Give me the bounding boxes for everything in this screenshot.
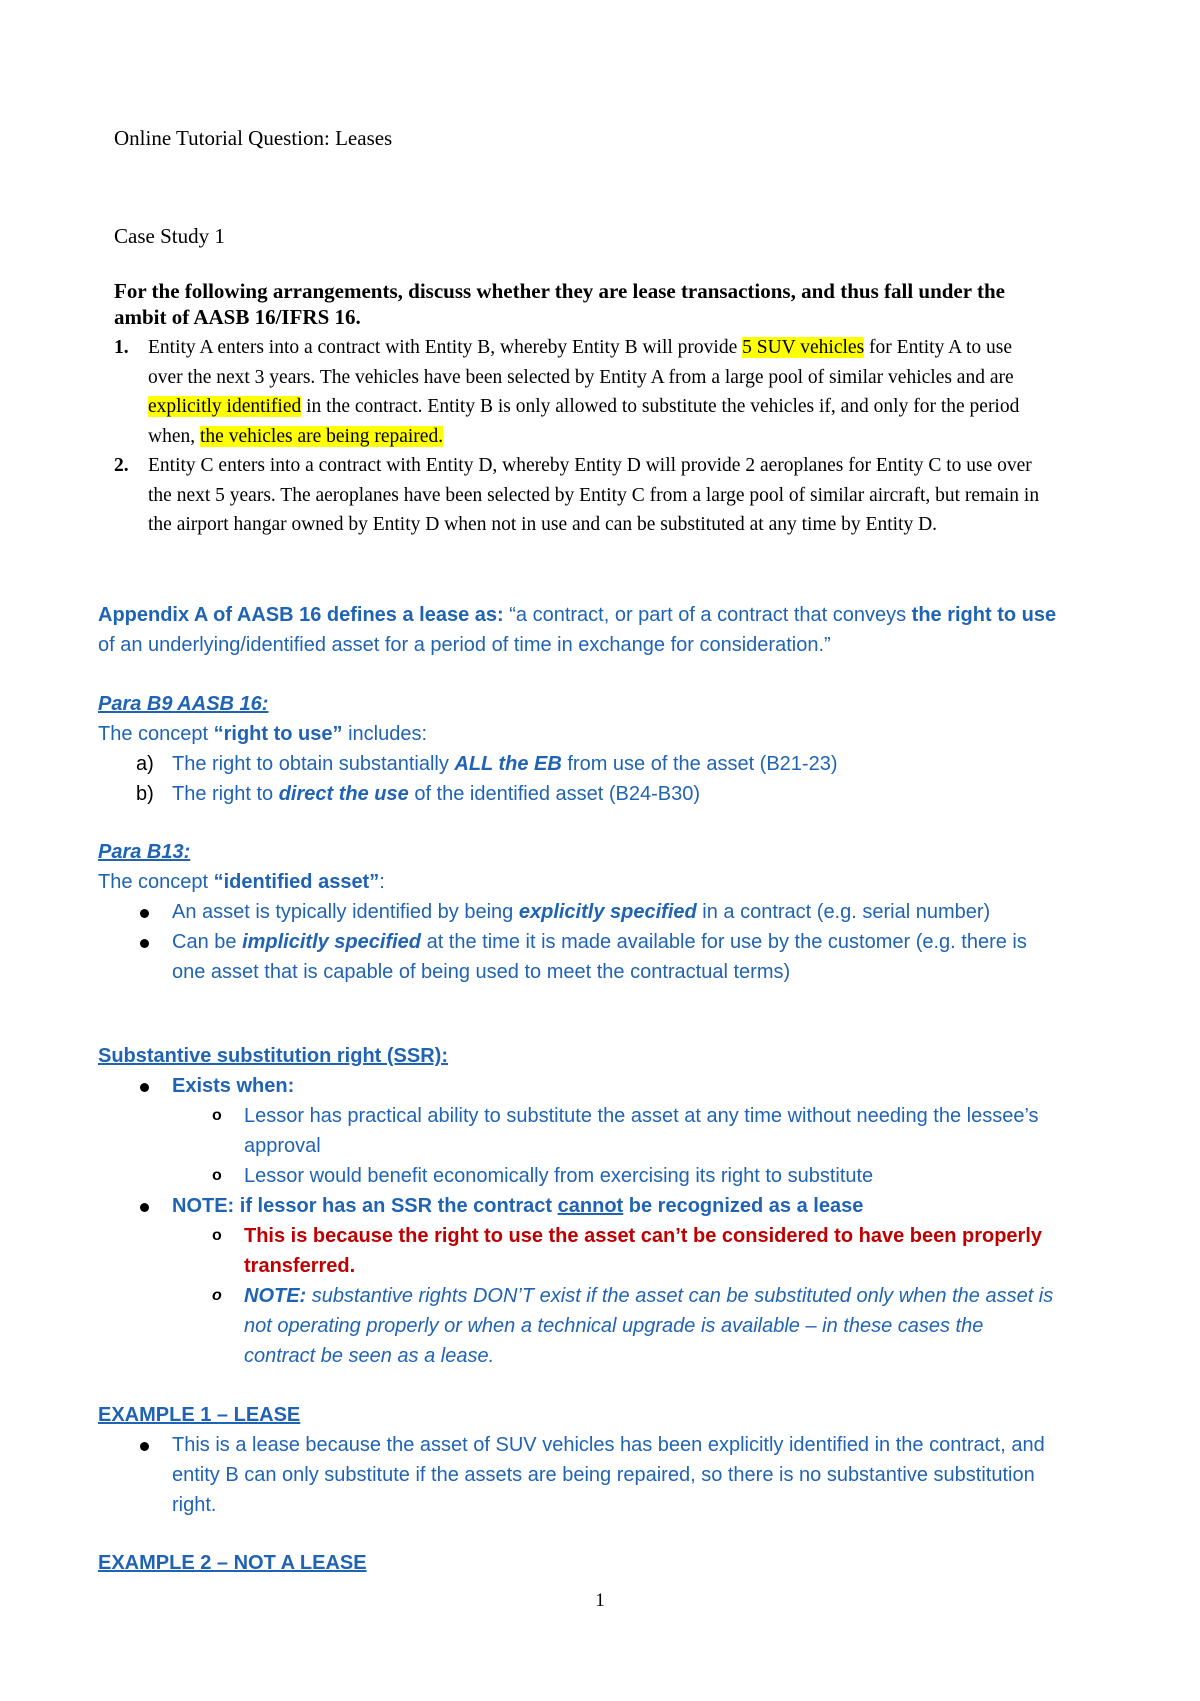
- para-b9-intro: The concept “right to use” includes:: [98, 723, 428, 745]
- sub-list-item: o Lessor has practical ability to substitute the asset at any time without needing the lessee’s approval: [98, 1101, 1058, 1161]
- arrangement-text: for Entity A to use over the next 3 years. The vehicles have been selected by Entity A from a large pool of similar vehicles and are: [148, 337, 1014, 388]
- arrangement-number: 2.: [114, 455, 129, 476]
- highlighted-text: the vehicles are being repaired.: [200, 425, 444, 447]
- list-marker: b): [136, 783, 154, 805]
- definition-lead: Appendix A of AASB 16 defines a lease as:: [98, 604, 504, 626]
- list-item: This is a lease because the asset of SUV vehicles has been explicitly identified in the contract, and entity B can only substitute if the assets are being repaired, so there is no substantive substitution right.: [98, 1430, 1058, 1520]
- question-instruction: For the following arrangements, discuss whether they are lease transactions, and thus fall under the ambit of AASB 16/IFRS 16.: [114, 279, 1005, 329]
- highlighted-text: 5 SUV vehicles: [742, 337, 865, 358]
- highlighted-text: explicitly identified: [148, 396, 302, 417]
- arrangement-item-1: [114, 333, 1044, 451]
- bullet-icon: [140, 1203, 149, 1212]
- para-b13-heading: Para B13:: [98, 841, 191, 863]
- circle-bullet-icon: o: [212, 1167, 222, 1184]
- example-1-heading: EXAMPLE 1 – LEASE: [98, 1404, 301, 1426]
- list-item: a) The right to obtain substantially ALL the EB from use of the asset (B21-23): [98, 749, 1058, 779]
- bullet-icon: [140, 1442, 149, 1451]
- definition-emphasis: the right to use: [911, 604, 1057, 626]
- document-title: Online Tutorial Question: Leases: [114, 126, 393, 150]
- list-item: An asset is typically identified by being explicitly specified in a contract (e.g. serial number): [98, 897, 1058, 927]
- example-1-section: [98, 1400, 1058, 1520]
- para-b9-section: [98, 689, 1058, 809]
- list-item: NOTE: if lessor has an SSR the contract cannot be recognized as a lease: [98, 1191, 1058, 1221]
- ssr-heading: Substantive substitution right (SSR):: [98, 1045, 448, 1067]
- arrangement-list: [114, 333, 1044, 540]
- ssr-section: [98, 1041, 1058, 1371]
- list-item: Can be implicitly specified at the time it is made available for use by the customer (e.g. there is one asset that is capable of being used to meet the contractual terms): [98, 927, 1058, 987]
- arrangement-text: in the contract. Entity B is only allowed to substitute the vehicles if, and only for the period when,: [148, 396, 1020, 447]
- arrangement-text: Entity C enters into a contract with Entity D, whereby Entity D will provide 2 aeroplanes for Entity C to use over the next 5 years. The aeroplanes have been selected by Entity C from a large pool of similar aircraft, but remain in the airport hangar owned by Entity D when not in use and can be substituted at any time by Entity D.: [148, 455, 1040, 535]
- para-b9-heading: Para B9 AASB 16:: [98, 693, 269, 715]
- lease-definition: [98, 600, 1058, 660]
- bullet-icon: [140, 1083, 149, 1092]
- para-b13-section: [98, 837, 1058, 987]
- list-marker: a): [136, 753, 154, 775]
- para-b13-intro: The concept “identified asset”:: [98, 871, 385, 893]
- bullet-icon: [140, 909, 149, 918]
- circle-bullet-icon: o: [212, 1287, 222, 1304]
- arrangement-text: Entity A enters into a contract with Entity B, whereby Entity B will provide: [148, 337, 743, 358]
- arrangement-number: 1.: [114, 337, 129, 358]
- sub-list-item: o This is because the right to use the asset can’t be considered to have been properly transferred.: [98, 1221, 1058, 1281]
- bullet-icon: [140, 939, 149, 948]
- page-number: 1: [595, 1590, 605, 1611]
- definition-quote: of an underlying/identified asset for a period of time in exchange for consideration.”: [98, 634, 831, 656]
- sub-list-item: o Lessor would benefit economically from exercising its right to substitute: [98, 1161, 1058, 1191]
- list-item: b) The right to direct the use of the identified asset (B24-B30): [98, 779, 1058, 809]
- example-2-section: [98, 1548, 1058, 1578]
- definition-quote: “a contract, or part of a contract that conveys: [503, 604, 912, 626]
- circle-bullet-icon: o: [212, 1227, 222, 1244]
- arrangement-item-2: [114, 451, 1044, 540]
- case-study-title: Case Study 1: [114, 224, 225, 248]
- list-item: Exists when:: [98, 1071, 1058, 1101]
- circle-bullet-icon: o: [212, 1107, 222, 1124]
- sub-list-item: o NOTE: substantive rights DON’T exist if the asset can be substituted only when the asset is not operating properly or when a technical upgrade is available – in these cases the contract be seen as a lease.: [98, 1281, 1058, 1371]
- example-2-heading: EXAMPLE 2 – NOT A LEASE: [98, 1552, 367, 1574]
